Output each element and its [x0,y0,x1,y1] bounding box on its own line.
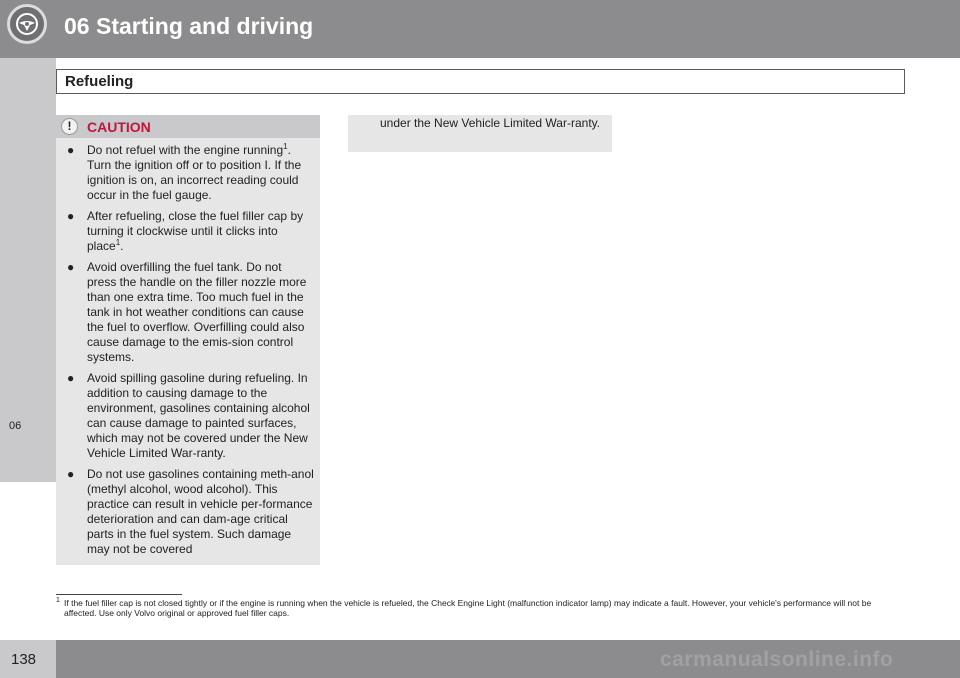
section-title: Refueling [65,73,134,90]
chapter-title: 06 Starting and driving [64,13,314,39]
caution-continuation-text: under the New Vehicle Limited War-ranty. [380,116,601,130]
bullet-icon: ● [67,143,75,157]
bullet-icon: ● [67,467,75,481]
bullet-icon: ● [67,371,75,385]
bullet-icon: ● [67,209,75,223]
caution-label: CAUTION [87,119,151,135]
bullet-icon: ● [67,260,75,274]
header-bar [0,0,960,58]
steering-wheel-icon [7,4,47,44]
caution-list [56,143,320,563]
footnote-text: If the fuel filler cap is not closed tightly or if the engine is running when the vehicle is refueled, the Check Engine Light (malfunction indicator lamp) may indicate a fault. However, your vehicle's performance will not be affected. Use only Volvo original or approved fuel filler caps. [64,598,872,618]
exclamation-icon: ! [61,118,78,135]
caution-item: ● Avoid overfilling the fuel tank. Do not press the handle on the filler nozzle more than one extra time. Too much fuel in the tank in hot weather conditions can cause the fuel to overflow. Overfilling could also cause damage to the emis-sion control systems. [67,260,307,364]
footnote-divider [56,594,182,595]
caution-item: ● After refueling, close the fuel filler cap by turning it clockwise until it clicks into place$^1$. [67,209,304,253]
caution-panel [56,115,320,565]
footnote-number: 1 [56,597,60,604]
watermark: carmanualsonline.info [660,648,894,671]
section-header [56,69,905,94]
caution-item: ● Avoid spilling gasoline during refueling. In addition to causing damage to the environment, gasolines containing alcohol can cause damage to painted surfaces, which may not be covered under the New Vehicle Limited War-ranty. [67,371,310,460]
caution-header [56,115,320,138]
chapter-tab-label: 06 [9,420,22,432]
page-number: 138 [11,651,37,668]
caution-item: ● Do not use gasolines containing meth-anol (methyl alcohol, wood alcohol). This practice can result in vehicle per-formance deterioration and can dam-age critical parts in the fuel system. Such damage may not be covered [67,467,314,556]
chapter-side-tab [0,58,56,482]
caution-item: ● Do not refuel with the engine running$^1$. Turn the ignition off or to position I. If the ignition is on, an incorrect reading could occur in the fuel gauge. [67,142,302,202]
caution-continuation-panel [348,115,612,152]
